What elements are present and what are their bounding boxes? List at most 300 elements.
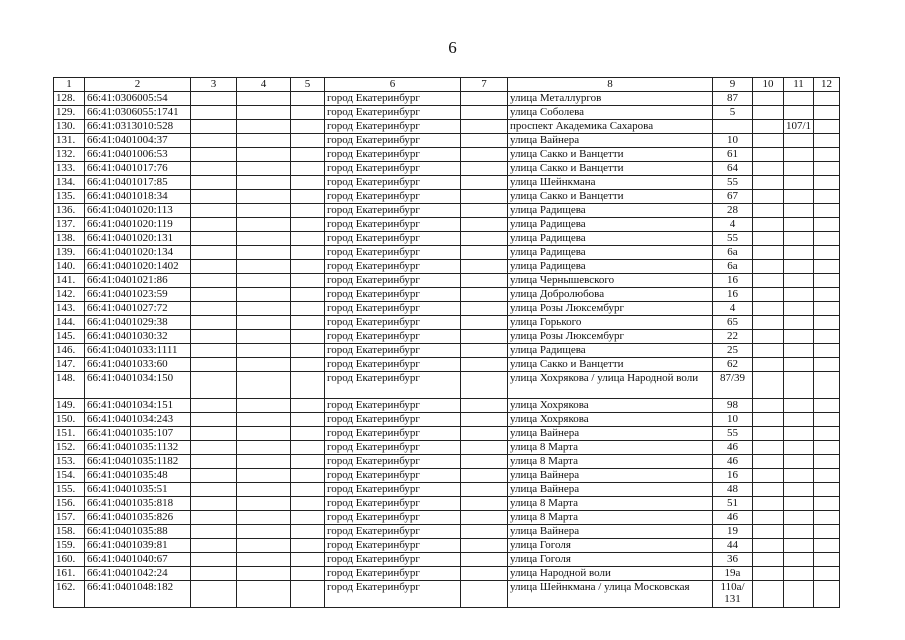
table-cell — [814, 553, 840, 567]
table-cell — [814, 399, 840, 413]
table-cell — [784, 567, 814, 581]
table-cell: 67 — [713, 190, 753, 204]
table-row — [54, 260, 840, 274]
table-row — [54, 204, 840, 218]
table-cell: город Екатеринбург — [325, 246, 461, 260]
table-cell: город Екатеринбург — [325, 316, 461, 330]
table-cell: улица Сакко и Ванцетти — [508, 358, 713, 372]
table-cell — [237, 232, 291, 246]
table-cell — [814, 413, 840, 427]
header-row — [54, 78, 840, 92]
table-cell: город Екатеринбург — [325, 120, 461, 134]
table-cell — [784, 260, 814, 274]
table-cell: 87/39 — [713, 372, 753, 399]
table-cell: город Екатеринбург — [325, 106, 461, 120]
table-cell: 10 — [713, 413, 753, 427]
table-cell: 131. — [54, 134, 85, 148]
table-cell — [753, 274, 784, 288]
table-cell: улица Соболева — [508, 106, 713, 120]
table-cell — [291, 581, 325, 608]
header-cell: 2 — [85, 78, 191, 92]
table-cell — [237, 344, 291, 358]
table-cell — [191, 330, 237, 344]
table-cell — [784, 302, 814, 316]
table-cell: город Екатеринбург — [325, 372, 461, 399]
table-cell: город Екатеринбург — [325, 344, 461, 358]
table-cell — [237, 162, 291, 176]
table-cell: город Екатеринбург — [325, 497, 461, 511]
table-cell: 66:41:0401034:151 — [85, 399, 191, 413]
registry-table — [53, 77, 840, 608]
table-cell — [291, 316, 325, 330]
table-cell — [291, 525, 325, 539]
table-cell — [461, 469, 508, 483]
table-cell: город Екатеринбург — [325, 413, 461, 427]
table-cell — [784, 539, 814, 553]
table-cell — [237, 399, 291, 413]
table-cell: 4 — [713, 302, 753, 316]
table-cell — [291, 260, 325, 274]
table-row — [54, 567, 840, 581]
table-cell: 66:41:0401039:81 — [85, 539, 191, 553]
table-cell: 144. — [54, 316, 85, 330]
table-cell: 66:41:0401033:1111 — [85, 344, 191, 358]
table-cell — [191, 176, 237, 190]
table-cell: 159. — [54, 539, 85, 553]
table-cell: 46 — [713, 511, 753, 525]
table-cell — [291, 441, 325, 455]
table-cell: 16 — [713, 274, 753, 288]
table-cell: город Екатеринбург — [325, 469, 461, 483]
table-cell: 66:41:0401004:37 — [85, 134, 191, 148]
table-cell: 66:41:0401020:113 — [85, 204, 191, 218]
table-cell — [191, 455, 237, 469]
table-row — [54, 120, 840, 134]
table-cell: 66:41:0401023:59 — [85, 288, 191, 302]
table-cell — [753, 120, 784, 134]
table-cell: 46 — [713, 455, 753, 469]
table-cell — [291, 511, 325, 525]
table-cell: улица Хохрякова — [508, 413, 713, 427]
table-cell — [814, 92, 840, 106]
table-cell — [814, 483, 840, 497]
table-cell: 6а — [713, 260, 753, 274]
table-cell: 137. — [54, 218, 85, 232]
table-cell — [291, 413, 325, 427]
table-cell — [191, 581, 237, 608]
table-cell — [784, 427, 814, 441]
table-cell — [461, 120, 508, 134]
table-cell — [753, 92, 784, 106]
table-cell — [191, 413, 237, 427]
table-cell: 160. — [54, 553, 85, 567]
table-cell — [237, 372, 291, 399]
table-cell — [191, 134, 237, 148]
table-cell: город Екатеринбург — [325, 134, 461, 148]
table-cell — [784, 92, 814, 106]
table-cell — [784, 204, 814, 218]
table-cell: 61 — [713, 148, 753, 162]
table-cell: 4 — [713, 218, 753, 232]
table-cell: город Екатеринбург — [325, 148, 461, 162]
table-cell: 128. — [54, 92, 85, 106]
table-cell — [753, 260, 784, 274]
table-cell — [814, 441, 840, 455]
table-cell — [753, 162, 784, 176]
table-cell — [814, 372, 840, 399]
table-cell: 66:41:0401035:107 — [85, 427, 191, 441]
table-row — [54, 162, 840, 176]
table-cell — [461, 204, 508, 218]
table-row — [54, 553, 840, 567]
table-cell — [814, 162, 840, 176]
table-cell — [237, 134, 291, 148]
table-cell — [784, 218, 814, 232]
table-row — [54, 483, 840, 497]
table-cell: улица 8 Марта — [508, 511, 713, 525]
table-cell — [784, 441, 814, 455]
table-cell — [237, 525, 291, 539]
table-cell: 16 — [713, 288, 753, 302]
table-cell: город Екатеринбург — [325, 204, 461, 218]
table-cell: 66:41:0306005:54 — [85, 92, 191, 106]
table-header — [54, 78, 840, 92]
table-cell: 55 — [713, 232, 753, 246]
table-cell: 134. — [54, 176, 85, 190]
table-cell — [191, 120, 237, 134]
table-cell: 148. — [54, 372, 85, 399]
table-cell: 65 — [713, 316, 753, 330]
table-cell — [291, 358, 325, 372]
table-cell — [753, 316, 784, 330]
table-cell — [191, 92, 237, 106]
table-cell: 66:41:0401033:60 — [85, 358, 191, 372]
table-cell: улица Радищева — [508, 246, 713, 260]
table-cell: улица Хохрякова / улица Народной воли — [508, 372, 713, 399]
table-cell: 129. — [54, 106, 85, 120]
table-cell — [461, 399, 508, 413]
table-cell: 55 — [713, 176, 753, 190]
table-cell: 146. — [54, 344, 85, 358]
table-body — [54, 92, 840, 608]
table-cell — [753, 190, 784, 204]
table-cell: 36 — [713, 553, 753, 567]
table-cell — [814, 302, 840, 316]
table-row — [54, 469, 840, 483]
table-cell — [291, 302, 325, 316]
table-cell — [814, 330, 840, 344]
table-cell: 155. — [54, 483, 85, 497]
table-cell: улица Сакко и Ванцетти — [508, 148, 713, 162]
table-cell — [784, 330, 814, 344]
table-cell: 66:41:0401035:51 — [85, 483, 191, 497]
table-cell: 66:41:0401021:86 — [85, 274, 191, 288]
header-cell: 11 — [784, 78, 814, 92]
table-cell — [461, 134, 508, 148]
table-row — [54, 92, 840, 106]
table-cell — [191, 511, 237, 525]
table-cell: улица Вайнера — [508, 134, 713, 148]
header-cell: 6 — [325, 78, 461, 92]
table-row — [54, 344, 840, 358]
table-cell — [461, 232, 508, 246]
table-cell: улица Вайнера — [508, 469, 713, 483]
table-cell — [814, 497, 840, 511]
table-row — [54, 358, 840, 372]
table-row — [54, 316, 840, 330]
table-cell: 147. — [54, 358, 85, 372]
table-cell: 66:41:0401018:34 — [85, 190, 191, 204]
table-cell: город Екатеринбург — [325, 399, 461, 413]
table-cell — [237, 553, 291, 567]
table-cell: 153. — [54, 455, 85, 469]
table-cell: улица Вайнера — [508, 427, 713, 441]
header-cell: 4 — [237, 78, 291, 92]
table-cell — [191, 567, 237, 581]
table-cell — [784, 106, 814, 120]
table-cell — [753, 399, 784, 413]
table-cell — [814, 190, 840, 204]
table-cell: 22 — [713, 330, 753, 344]
table-cell — [753, 525, 784, 539]
table-cell — [237, 539, 291, 553]
table-cell: город Екатеринбург — [325, 218, 461, 232]
table-cell — [461, 274, 508, 288]
table-row — [54, 218, 840, 232]
table-cell — [784, 232, 814, 246]
table-cell — [461, 511, 508, 525]
table-cell — [784, 344, 814, 358]
table-cell: 135. — [54, 190, 85, 204]
table-cell — [461, 288, 508, 302]
table-cell — [237, 218, 291, 232]
table-cell — [753, 511, 784, 525]
table-cell: 151. — [54, 427, 85, 441]
table-cell: улица Шейнкмана / улица Московская — [508, 581, 713, 608]
table-cell: город Екатеринбург — [325, 539, 461, 553]
table-row — [54, 274, 840, 288]
table-cell: улица Металлургов — [508, 92, 713, 106]
table-cell: 62 — [713, 358, 753, 372]
table-cell — [291, 427, 325, 441]
table-cell — [753, 455, 784, 469]
header-cell: 3 — [191, 78, 237, 92]
table-cell — [237, 469, 291, 483]
table-cell — [237, 120, 291, 134]
table-cell: 5 — [713, 106, 753, 120]
table-cell: улица Вайнера — [508, 525, 713, 539]
table-cell — [237, 190, 291, 204]
table-cell — [191, 190, 237, 204]
table-cell: улица Шейнкмана — [508, 176, 713, 190]
table-cell: 157. — [54, 511, 85, 525]
table-cell — [191, 274, 237, 288]
table-cell — [291, 455, 325, 469]
table-cell — [237, 567, 291, 581]
table-cell: 156. — [54, 497, 85, 511]
table-cell: город Екатеринбург — [325, 232, 461, 246]
table-cell: 139. — [54, 246, 85, 260]
table-cell — [753, 246, 784, 260]
table-cell: город Екатеринбург — [325, 176, 461, 190]
table-cell: улица Чернышевского — [508, 274, 713, 288]
table-cell — [713, 120, 753, 134]
table-cell — [191, 358, 237, 372]
table-cell — [814, 274, 840, 288]
table-cell — [753, 581, 784, 608]
table-cell: город Екатеринбург — [325, 525, 461, 539]
table-cell — [291, 399, 325, 413]
table-cell: улица Народной воли — [508, 567, 713, 581]
table-cell — [191, 246, 237, 260]
table-cell: 107/1 — [784, 120, 814, 134]
table-cell — [753, 148, 784, 162]
table-cell — [291, 539, 325, 553]
table-cell — [237, 148, 291, 162]
table-cell — [814, 511, 840, 525]
table-cell — [237, 441, 291, 455]
table-cell: 66:41:0401030:32 — [85, 330, 191, 344]
table-cell: 98 — [713, 399, 753, 413]
table-cell: город Екатеринбург — [325, 427, 461, 441]
table-cell — [753, 553, 784, 567]
table-cell: 66:41:0401035:48 — [85, 469, 191, 483]
table-cell — [461, 567, 508, 581]
table-cell: город Екатеринбург — [325, 455, 461, 469]
table-cell — [291, 218, 325, 232]
table-cell: город Екатеринбург — [325, 567, 461, 581]
table-cell — [237, 413, 291, 427]
table-cell: 133. — [54, 162, 85, 176]
table-cell — [461, 302, 508, 316]
table-cell — [814, 525, 840, 539]
table-cell: 66:41:0401035:1182 — [85, 455, 191, 469]
table-cell — [191, 539, 237, 553]
table-cell — [291, 176, 325, 190]
table-cell: улица Сакко и Ванцетти — [508, 162, 713, 176]
table-cell — [237, 106, 291, 120]
header-cell: 9 — [713, 78, 753, 92]
table-row — [54, 525, 840, 539]
table-cell — [784, 176, 814, 190]
table-cell — [461, 344, 508, 358]
table-cell — [191, 148, 237, 162]
table-cell: 162. — [54, 581, 85, 608]
table-cell — [753, 218, 784, 232]
table-cell — [191, 427, 237, 441]
table-cell: 138. — [54, 232, 85, 246]
table-cell: город Екатеринбург — [325, 302, 461, 316]
table-cell — [291, 469, 325, 483]
table-cell: 145. — [54, 330, 85, 344]
table-cell: город Екатеринбург — [325, 581, 461, 608]
table-cell: 136. — [54, 204, 85, 218]
table-cell: 66:41:0306055:1741 — [85, 106, 191, 120]
table-cell: 51 — [713, 497, 753, 511]
table-cell — [814, 120, 840, 134]
table-cell — [784, 274, 814, 288]
table-cell — [784, 190, 814, 204]
table-cell — [814, 567, 840, 581]
table-cell — [814, 344, 840, 358]
table-cell — [461, 525, 508, 539]
table-cell: улица Горького — [508, 316, 713, 330]
table-cell — [753, 372, 784, 399]
table-cell — [291, 483, 325, 497]
table-cell: 66:41:0401020:119 — [85, 218, 191, 232]
table-cell — [814, 427, 840, 441]
table-cell — [461, 358, 508, 372]
table-cell: 130. — [54, 120, 85, 134]
page-number: 6 — [448, 38, 457, 57]
table-cell: 19 — [713, 525, 753, 539]
table-cell: улица Сакко и Ванцетти — [508, 190, 713, 204]
table-cell: улица 8 Марта — [508, 497, 713, 511]
table-cell — [237, 581, 291, 608]
table-cell: улица Радищева — [508, 218, 713, 232]
table-cell: город Екатеринбург — [325, 260, 461, 274]
table-cell: улица Гоголя — [508, 539, 713, 553]
table-cell — [237, 176, 291, 190]
table-cell — [461, 455, 508, 469]
table-cell: город Екатеринбург — [325, 441, 461, 455]
table-cell — [753, 567, 784, 581]
table-row — [54, 176, 840, 190]
table-cell: 66:41:0401020:1402 — [85, 260, 191, 274]
table-cell — [291, 148, 325, 162]
header-cell: 12 — [814, 78, 840, 92]
table-cell — [291, 162, 325, 176]
table-cell — [291, 246, 325, 260]
table-cell: 66:41:0401034:243 — [85, 413, 191, 427]
table-cell — [191, 553, 237, 567]
table-cell: улица Розы Люксембург — [508, 302, 713, 316]
table-cell — [814, 204, 840, 218]
table-cell — [461, 246, 508, 260]
table-cell: 66:41:0401035:1132 — [85, 441, 191, 455]
table-cell: 66:41:0401006:53 — [85, 148, 191, 162]
table-cell — [461, 539, 508, 553]
table-cell: город Екатеринбург — [325, 330, 461, 344]
table-cell: 132. — [54, 148, 85, 162]
table-cell: улица Добролюбова — [508, 288, 713, 302]
table-cell — [291, 134, 325, 148]
table-cell — [291, 274, 325, 288]
table-cell — [784, 581, 814, 608]
table-cell — [814, 581, 840, 608]
table-cell — [291, 567, 325, 581]
table-cell: 44 — [713, 539, 753, 553]
table-cell — [784, 553, 814, 567]
table-cell — [191, 162, 237, 176]
table-cell — [814, 288, 840, 302]
table-cell: 66:41:0401017:85 — [85, 176, 191, 190]
table-cell — [191, 106, 237, 120]
table-row — [54, 581, 840, 608]
table-cell — [814, 218, 840, 232]
table-row — [54, 511, 840, 525]
table-cell: город Екатеринбург — [325, 358, 461, 372]
table-row — [54, 106, 840, 120]
table-cell — [191, 372, 237, 399]
table-cell — [461, 413, 508, 427]
table-row — [54, 302, 840, 316]
table-cell — [814, 148, 840, 162]
table-row — [54, 413, 840, 427]
table-cell — [814, 106, 840, 120]
table-row — [54, 288, 840, 302]
table-cell: 66:41:0401035:818 — [85, 497, 191, 511]
